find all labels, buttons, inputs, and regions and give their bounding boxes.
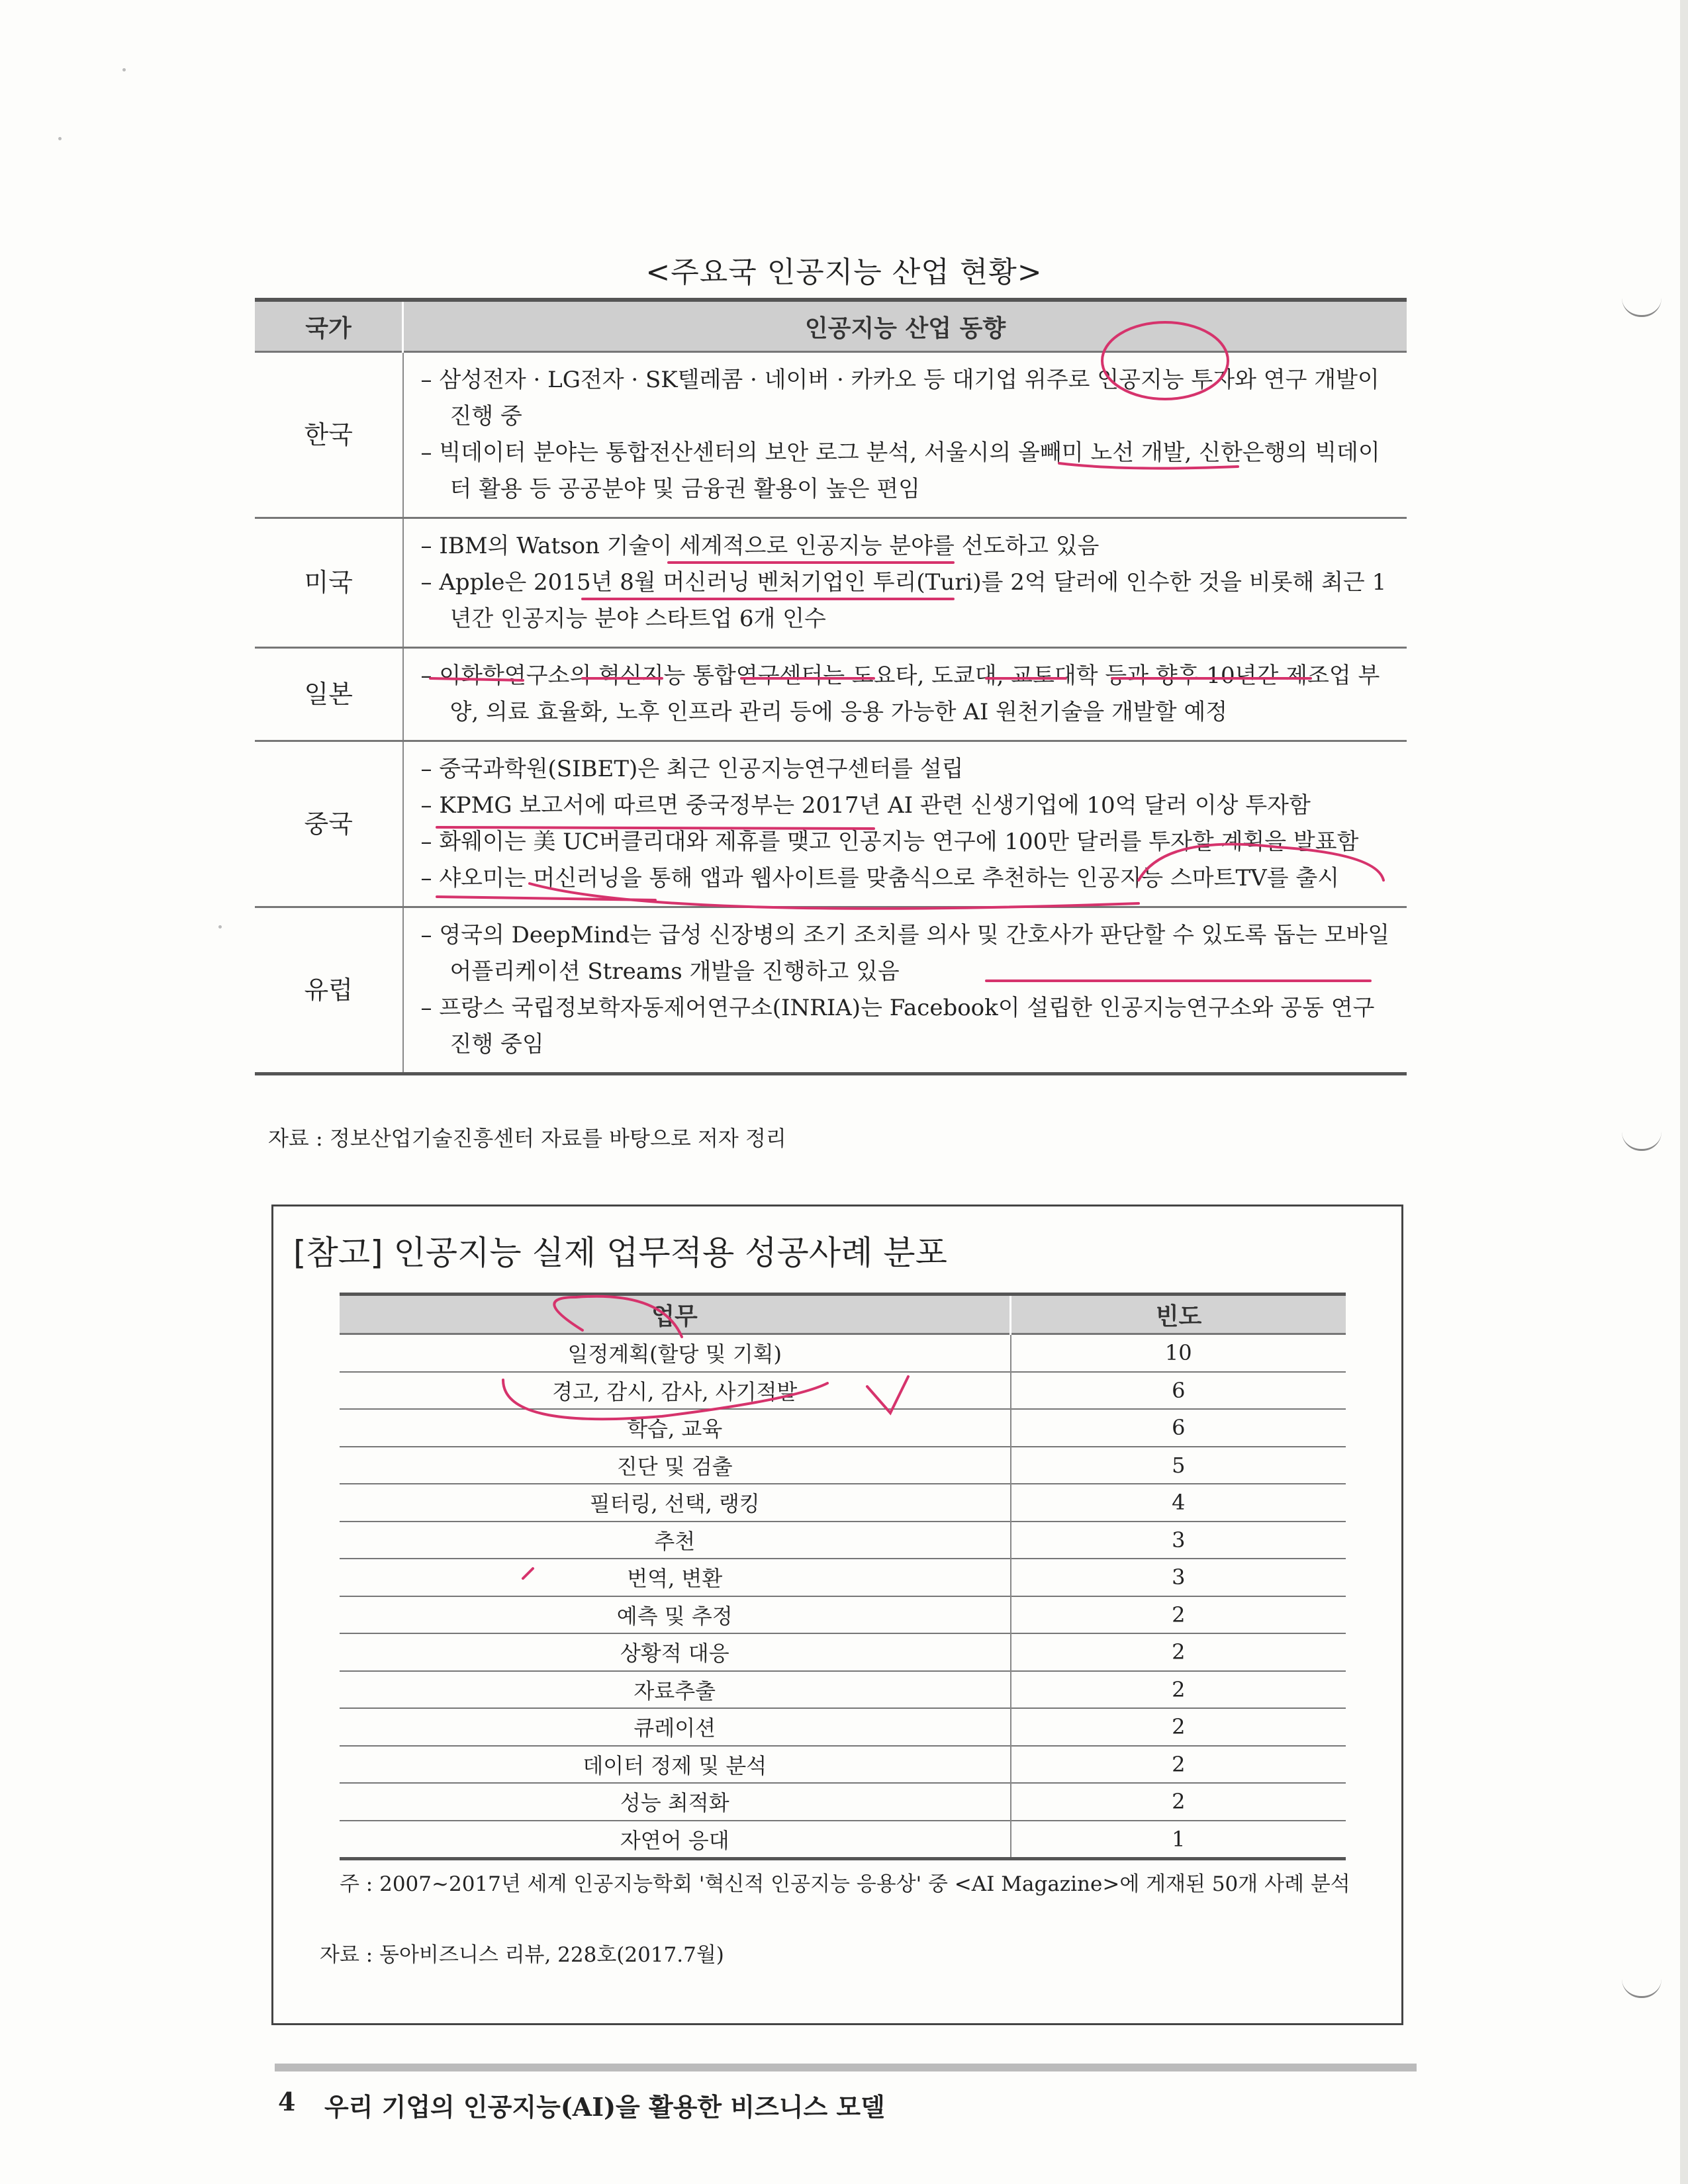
task-cell: 진단 및 검출 [340, 1447, 1011, 1484]
reference-source: 자료 : 동아비즈니스 리뷰, 228호(2017.7월) [320, 1943, 724, 1967]
table-row [340, 1596, 1346, 1634]
table-row [255, 648, 1407, 741]
running-footer: 우리 기업의 인공지능(AI)을 활용한 비즈니스 모델 [324, 2092, 885, 2122]
table-row [340, 1559, 1346, 1596]
trend-item: – 빅데이터 분야는 통합전산센터의 보안 로그 분석, 서울시의 올빼미 노선 개발, 신한은행의 빅데이터 활용 등 공공분야 및 금융권 활용이 높은 편임 [417, 435, 1401, 508]
frequency-cell: 2 [1172, 1676, 1186, 1702]
country-cell: 중국 [255, 741, 403, 907]
table-row [340, 1372, 1346, 1410]
frequency-cell: 4 [1172, 1490, 1186, 1516]
frequency-cell: 3 [1172, 1527, 1186, 1553]
table-row [340, 1821, 1346, 1859]
table-row [255, 741, 1407, 907]
table-row [340, 1783, 1346, 1821]
table-row [255, 352, 1407, 518]
frequency-cell: 6 [1172, 1415, 1186, 1441]
task-cell: 데이터 정제 및 분석 [340, 1746, 1011, 1784]
task-cell: 성능 최적화 [340, 1783, 1011, 1821]
task-cell: 학습, 교육 [340, 1409, 1011, 1447]
task-cell: 자료추출 [340, 1671, 1011, 1709]
page-number: 4 [278, 2087, 296, 2116]
table-source: 자료 : 정보산업기술진흥센터 자료를 바탕으로 저자 정리 [268, 1126, 786, 1151]
country-cell: 한국 [255, 352, 403, 518]
trend-cell [403, 518, 1407, 648]
scan-speck [122, 68, 126, 71]
scan-edge [1680, 0, 1688, 2184]
trend-item: – 이화학연구소의 혁신지능 통합연구센터는 도요타, 도쿄대, 교토대학 등과 향후 10년간 제조업 부양, 의료 효율화, 노후 인프라 관리 등에 응용 가능한 AI 원천기술을 개발할 예정 [417, 658, 1401, 731]
table-header-row [340, 1295, 1346, 1334]
frequency-cell: 3 [1172, 1565, 1186, 1590]
footer-rule [275, 2064, 1417, 2071]
trend-item: – 삼성전자 · LG전자 · SK텔레콤 · 네이버 · 카카오 등 대기업 위주로 인공지능 투자와 연구 개발이 진행 중 [417, 362, 1401, 435]
trend-item: – 화웨이는 美 UC버클리대와 제휴를 맺고 인공지능 연구에 100만 달러를 투자할 계획을 발표함 [417, 824, 1401, 860]
frequency-cell: 2 [1172, 1751, 1186, 1777]
reference-title: [참고] 인공지능 실제 업무적용 성공사례 분포 [293, 1234, 947, 1272]
frequency-cell: 2 [1172, 1789, 1186, 1815]
trend-item: – 프랑스 국립정보학자동제어연구소(INRIA)는 Facebook이 설립한 인공지능연구소와 공동 연구 진행 중임 [417, 990, 1401, 1063]
frequency-cell: 6 [1172, 1377, 1186, 1403]
task-cell: 큐레이션 [340, 1708, 1011, 1746]
trend-item: – Apple은 2015년 8월 머신러닝 벤처기업인 투리(Turi)를 2억 달러에 인수한 것을 비롯해 최근 1년간 인공지능 분야 스타트업 6개 인수 [417, 565, 1401, 637]
industry-status-body [255, 352, 1407, 1074]
task-cell: 추천 [340, 1522, 1011, 1559]
scan-speck [218, 925, 222, 929]
table-row [340, 1409, 1346, 1447]
trend-cell [403, 907, 1407, 1074]
industry-status-table [255, 298, 1407, 1075]
success-case-body [340, 1334, 1346, 1859]
trend-item: – IBM의 Watson 기술이 세계적으로 인공지능 분야를 선도하고 있음 [417, 528, 1401, 565]
task-cell: 상황적 대응 [340, 1633, 1011, 1671]
column-header-task: 업무 [340, 1295, 1011, 1334]
trend-item: – 샤오미는 머신러닝을 통해 앱과 웹사이트를 맞춤식으로 추천하는 인공지능 스마트TV를 출시 [417, 860, 1401, 897]
task-cell: 예측 및 추정 [340, 1596, 1011, 1634]
task-cell: 자연어 응대 [340, 1821, 1011, 1859]
country-cell: 미국 [255, 518, 403, 648]
success-case-table [340, 1293, 1346, 1860]
column-header-trend: 인공지능 산업 동향 [804, 314, 1006, 342]
task-cell: 일정계획(할당 및 기획) [340, 1334, 1011, 1372]
table-row [340, 1522, 1346, 1559]
frequency-cell: 5 [1172, 1452, 1186, 1478]
binder-hole-mark [1622, 1132, 1662, 1151]
frequency-cell: 2 [1172, 1602, 1186, 1627]
table-row [340, 1708, 1346, 1746]
column-header-frequency: 빈도 [1155, 1302, 1202, 1330]
task-cell: 번역, 변환 [340, 1559, 1011, 1596]
table-header-row [255, 300, 1407, 352]
trend-item: – 영국의 DeepMind는 급성 신장병의 조기 조치를 의사 및 간호사가 판단할 수 있도록 돕는 모바일 어플리케이션 Streams 개발을 진행하고 있음 [417, 917, 1401, 990]
table-row [340, 1447, 1346, 1484]
binder-hole-mark [1622, 1979, 1662, 1998]
task-cell: 경고, 감시, 감사, 사기적발 [340, 1372, 1011, 1410]
reference-box [271, 1205, 1403, 2025]
trend-cell [403, 648, 1407, 741]
table-row [340, 1334, 1346, 1372]
scan-speck [58, 137, 62, 140]
trend-cell [403, 741, 1407, 907]
reference-note: 주 : 2007~2017년 세계 인공지능학회 '혁신적 인공지능 응용상' 중 <AI Magazine>에 게재된 50개 사례 분석 [340, 1872, 1350, 1896]
table-row [340, 1746, 1346, 1784]
column-header-country: 국가 [255, 300, 403, 352]
table-row [255, 907, 1407, 1074]
table-row [340, 1633, 1346, 1671]
country-cell: 일본 [255, 648, 403, 741]
trend-item: – 중국과학원(SIBET)은 최근 인공지능연구센터를 설립 [417, 751, 1401, 788]
frequency-cell: 2 [1172, 1639, 1186, 1665]
table-row [340, 1484, 1346, 1522]
trend-cell [403, 352, 1407, 518]
table-row [255, 518, 1407, 648]
frequency-cell: 1 [1172, 1826, 1186, 1852]
frequency-cell: 2 [1172, 1714, 1186, 1740]
trend-item: – KPMG 보고서에 따르면 중국정부는 2017년 AI 관련 신생기업에 10억 달러 이상 투자함 [417, 788, 1401, 824]
table-row [340, 1671, 1346, 1709]
task-cell: 필터링, 선택, 랭킹 [340, 1484, 1011, 1522]
frequency-cell: 10 [1164, 1340, 1192, 1366]
binder-hole-mark [1622, 298, 1662, 317]
country-cell: 유럽 [255, 907, 403, 1074]
table-title: <주요국 인공지능 산업 현황> [645, 255, 1043, 289]
